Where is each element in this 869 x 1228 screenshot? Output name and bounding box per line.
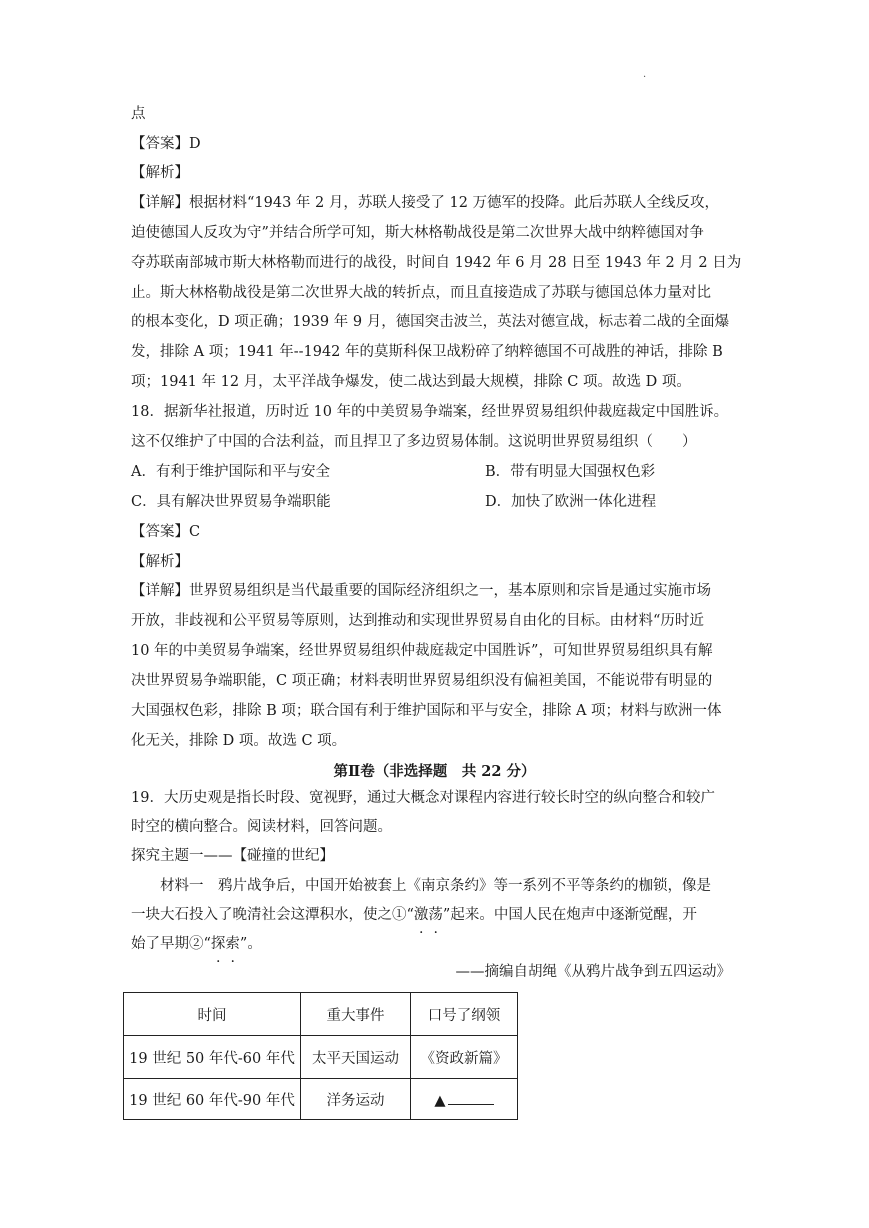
- answer-label: 【答案】C: [131, 524, 201, 540]
- material-segment: 一块大石投入了晚清社会这潭积水，使之①“: [131, 907, 414, 923]
- table-header-cell: 时间: [124, 993, 301, 1036]
- table-cell: 太平天国运动: [301, 1036, 411, 1079]
- material-text: [131, 905, 697, 925]
- section-heading: 第Ⅱ卷（非选择题 共 22 分）: [333, 763, 536, 780]
- theme-title: 探究主题一——【碰撞的世纪】: [131, 848, 334, 864]
- header-mark: ·: [643, 72, 647, 83]
- text-line: 项；1941 年 12 月，太平洋战争爆发，使二战达到最大规模，排除 C 项。故选 D 项。: [131, 374, 691, 390]
- question-19-stem: 时空的横向整合。阅读材料，回答问题。: [131, 819, 392, 835]
- triangle-marker: ▲: [434, 1092, 446, 1109]
- text-line: 大国强权色彩，排除 B 项；联合国有利于维护国际和平与安全，排除 A 项；材料与欧洲一体: [131, 703, 722, 719]
- emphasized-char: 探: [210, 936, 226, 952]
- table-cell: 19 世纪 50 年代-60 年代: [124, 1036, 301, 1079]
- table-header-cell: 重大事件: [301, 993, 411, 1036]
- table-row: [124, 1079, 518, 1120]
- emphasized-char: 荡: [428, 907, 443, 923]
- analysis-label: 【解析】: [131, 554, 189, 570]
- emphasized-char: 索: [225, 936, 240, 952]
- question-19-stem: 19．大历史观是指长时段、宽视野，通过大概念对课程内容进行较长时空的纵向整合和较广: [131, 790, 715, 806]
- text-line: 止。斯大林格勒战役是第二次世界大战的转折点，而且直接造成了苏联与德国总体力量对比: [131, 285, 711, 301]
- text-line: 夺苏联南部城市斯大林格勒而进行的战役，时间自 1942 年 6 月 28 日至 1943 年 2 月 2 日为: [131, 255, 742, 271]
- option-a: A．有利于维护国际和平与安全: [131, 464, 330, 480]
- material-segment: ”。: [239, 936, 262, 952]
- table-header-row: [124, 993, 518, 1036]
- option-d: D．加快了欧洲一体化进程: [485, 494, 657, 510]
- table-cell-blank: [411, 1079, 518, 1120]
- question-18-stem: 18．据新华社报道，历时近 10 年的中美贸易争端案，经世界贸易组织仲裁庭裁定中国胜诉。: [131, 404, 729, 420]
- text-line: 点: [131, 106, 146, 122]
- analysis-label: 【解析】: [131, 165, 189, 181]
- emphasized-char: 激: [413, 907, 429, 923]
- answer-blank: [448, 1090, 494, 1105]
- table-row: [124, 1036, 518, 1079]
- material-text: [131, 934, 262, 954]
- events-table: [123, 992, 518, 1120]
- material-segment: ”起来。中国人民在炮声中逐渐觉醒，开: [442, 907, 697, 923]
- text-line: 开放，非歧视和公平贸易等原则，达到推动和实现世界贸易自由化的目标。由材料“历时近: [131, 613, 704, 629]
- table-cell: 洋务运动: [301, 1079, 411, 1120]
- answer-label: 【答案】D: [131, 136, 201, 152]
- text-line: 【详解】世界贸易组织是当代最重要的国际经济组织之一，基本原则和宗旨是通过实施市场: [131, 583, 711, 599]
- text-line: 发，排除 A 项；1941 年--1942 年的莫斯科保卫战粉碎了纳粹德国不可战胜的神话，排除 B: [131, 344, 723, 360]
- table-cell: 《资政新篇》: [411, 1036, 518, 1079]
- text-line: 10 年的中美贸易争端案，经世界贸易组织仲裁庭裁定中国胜诉”，可知世界贸易组织具有解: [131, 643, 713, 659]
- text-line: 的根本变化，D 项正确；1939 年 9 月，德国突击波兰，英法对德宣战，标志着二战的全面爆: [131, 314, 730, 330]
- material-source: ——摘编自胡绳《从鸦片战争到五四运动》: [455, 964, 731, 980]
- table-header-cell: 口号了纲领: [411, 993, 518, 1036]
- text-line: 化无关，排除 D 项。故选 C 项。: [131, 733, 347, 749]
- option-c: C．具有解决世界贸易争端职能: [131, 494, 331, 510]
- question-18-stem: 这不仅维护了中国的合法利益，而且捍卫了多边贸易体制。这说明世界贸易组织（ ）: [131, 434, 697, 450]
- table-cell: 19 世纪 60 年代-90 年代: [124, 1079, 301, 1120]
- text-line: 决世界贸易争端职能，C 项正确；材料表明世界贸易组织没有偏袒美国，不能说带有明显的: [131, 673, 713, 689]
- text-line: 迫使德国人反攻为守”并结合所学可知，斯大林格勒战役是第二次世界大战中纳粹德国对争: [131, 225, 704, 241]
- material-segment: 始了早期②“: [131, 936, 211, 952]
- option-b: B．带有明显大国强权色彩: [485, 464, 656, 480]
- text-line: 【详解】根据材料“1943 年 2 月，苏联人接受了 12 万德军的投降。此后苏联人全线反攻，: [131, 195, 720, 211]
- material-text: 材料一 鸦片战争后，中国开始被套上《南京条约》等一系列不平等条约的枷锁，像是: [131, 878, 711, 894]
